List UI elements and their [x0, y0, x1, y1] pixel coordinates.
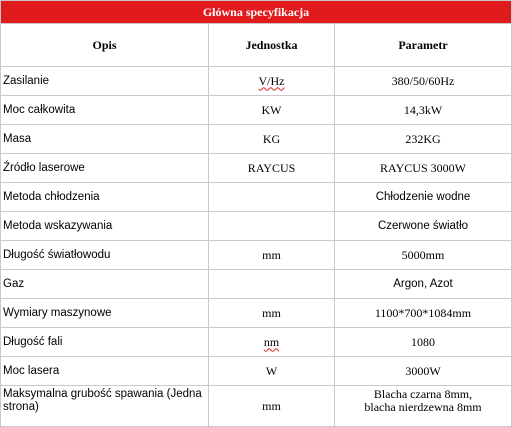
row-value-line: Blacha czarna 8mm, [373, 387, 473, 401]
row-value-line: blacha nierdzewna 8mm [364, 400, 482, 414]
row-description: Metoda wskazywania [1, 212, 209, 241]
row-unit: RAYCUS [209, 154, 335, 183]
row-description: Moc lasera [1, 357, 209, 386]
row-unit-text: nm [263, 334, 280, 349]
header-parametr: Parametr [335, 24, 512, 67]
table-row [1, 386, 512, 427]
row-unit: mm [209, 386, 335, 427]
row-unit: KG [209, 125, 335, 154]
row-description: Maksymalna grubość spawania (Jedna strona) [1, 386, 209, 427]
row-unit [209, 183, 335, 212]
table-row [1, 67, 512, 96]
row-description: Źródło laserowe [1, 154, 209, 183]
row-description: Metoda chłodzenia [1, 183, 209, 212]
row-unit [209, 67, 335, 96]
row-value: 1080 [335, 328, 512, 357]
table-row [1, 154, 512, 183]
row-value: 1100*700*1084mm [335, 299, 512, 328]
title-row [1, 1, 512, 24]
table-row [1, 212, 512, 241]
header-row [1, 24, 512, 67]
row-description: Zasilanie [1, 67, 209, 96]
row-value: 380/50/60Hz [335, 67, 512, 96]
table-row [1, 125, 512, 154]
row-unit: KW [209, 96, 335, 125]
table-row [1, 328, 512, 357]
row-unit: mm [209, 299, 335, 328]
table-row [1, 270, 512, 299]
row-value: Czerwone światło [335, 212, 512, 241]
row-description: Moc całkowita [1, 96, 209, 125]
table-row [1, 241, 512, 270]
row-value: 14,3kW [335, 96, 512, 125]
row-description: Długość światłowodu [1, 241, 209, 270]
row-unit: W [209, 357, 335, 386]
header-jednostka: Jednostka [209, 24, 335, 67]
row-value: 3000W [335, 357, 512, 386]
table-row [1, 299, 512, 328]
header-opis: Opis [1, 24, 209, 67]
row-description: Masa [1, 125, 209, 154]
row-description: Gaz [1, 270, 209, 299]
table-row [1, 96, 512, 125]
table-row [1, 357, 512, 386]
row-unit-text: V/Hz [258, 73, 285, 88]
row-value: Chłodzenie wodne [335, 183, 512, 212]
row-description: Długość fali [1, 328, 209, 357]
row-value: 232KG [335, 125, 512, 154]
row-unit [209, 270, 335, 299]
row-unit [209, 328, 335, 357]
row-unit: mm [209, 241, 335, 270]
row-unit [209, 212, 335, 241]
row-value [335, 386, 512, 427]
row-value: RAYCUS 3000W [335, 154, 512, 183]
row-value: 5000mm [335, 241, 512, 270]
row-description: Wymiary maszynowe [1, 299, 209, 328]
table-row [1, 183, 512, 212]
table-title: Główna specyfikacja [1, 1, 512, 24]
row-value: Argon, Azot [335, 270, 512, 299]
